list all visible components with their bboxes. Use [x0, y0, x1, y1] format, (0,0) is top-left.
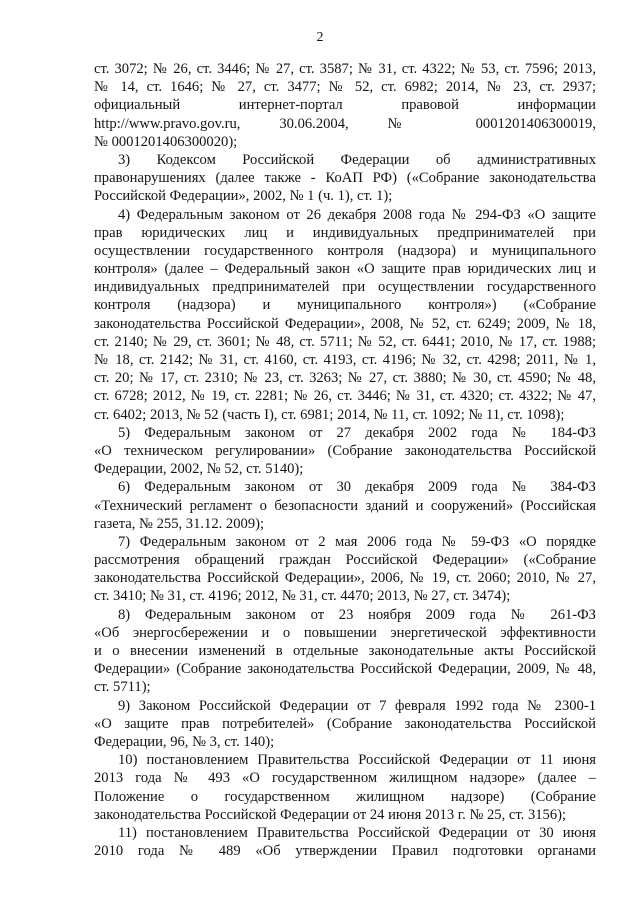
- text-line: правонарушениях (далее также - КоАП РФ) («Собрание законодательства: [94, 170, 596, 187]
- text-line: 4) Федеральным законом от 26 декабря 2008 года № 294-ФЗ «О защите: [118, 206, 596, 223]
- text-line: газета, № 255, 31.12. 2009);: [94, 515, 265, 532]
- text-line: и о внесении изменений в отдельные законодательные акты Российской: [94, 643, 596, 659]
- text-line: ст. 6402; 2013, № 52 (часть I), ст. 6981; 2014, № 11, ст. 1092; № 11, ст. 1098);: [94, 406, 565, 423]
- text-line: контроля (надзора) и муниципального контроля») («Собрание: [94, 297, 596, 314]
- text-line: ст. 3410; № 31, ст. 4196; 2012, № 31, ст. 4470; 2013, № 27, ст. 3474);: [94, 588, 511, 605]
- text-line: «О защите прав потребителей» (Собрание законодательства Российской: [94, 715, 596, 732]
- text-line: 3) Кодексом Российской Федерации об административных: [118, 151, 596, 168]
- text-line: ст. 5711);: [94, 679, 151, 696]
- text-line: законодательства Российской Федерации», 2008, № 52, ст. 6249; 2009, № 18,: [94, 315, 596, 332]
- text-line: 10) постановлением Правительства Российской Федерации от 11 июня: [118, 752, 596, 769]
- text-line: осуществлении государственного контроля (надзора) и муниципального: [94, 242, 596, 259]
- text-line: ст. 3072; № 26, ст. 3446; № 27, ст. 3587; № 31, ст. 4322; № 53, ст. 7596; 2013,: [94, 61, 596, 77]
- text-line: ст. 20; № 17, ст. 2310; № 23, ст. 3263; № 27, ст. 3880; № 30, ст. 4590; № 48,: [94, 370, 596, 387]
- text-line: 5) Федеральным законом от 27 декабря 2002 года № 184-ФЗ: [118, 424, 596, 441]
- text-line: Федерации» (Собрание законодательства Российской Федерации, 2009, № 48,: [94, 661, 596, 678]
- text-line: «Об энергосбережении и о повышении энергетической эффективности: [94, 624, 596, 641]
- text-line: http://www.pravo.gov.ru, 30.06.2004, № 0001201406300019,: [94, 115, 596, 132]
- text-line: Федерации, 96, № 3, ст. 140);: [94, 733, 275, 750]
- text-line: № 14, ст. 1646; № 27, ст. 3477; № 52, ст. 6982; 2014, № 23, ст. 2937;: [94, 79, 596, 96]
- document-body: [94, 60, 596, 860]
- text-line: 7) Федеральным законом от 2 мая 2006 года № 59-ФЗ «О порядке: [118, 533, 596, 550]
- text-line: «Технический регламент о безопасности зданий и сооружений» (Российская: [94, 497, 596, 514]
- text-line: рассмотрения обращений граждан Российской Федерации» («Собрание: [94, 552, 596, 569]
- text-line: 11) постановлением Правительства Российской Федерации от 30 июня: [118, 824, 596, 841]
- text-line: официальный интернет-портал правовой информации: [94, 97, 596, 114]
- text-line: Федерации, 2002, № 52, ст. 5140);: [94, 461, 304, 478]
- text-line: прав юридических лиц и индивидуальных предпринимателей при: [94, 224, 596, 241]
- text-line: ст. 2140; № 29, ст. 3601; № 48, ст. 5711; № 52, ст. 6441; 2010, № 17, ст. 1988;: [94, 333, 596, 350]
- text-line: законодательства Российской Федерации», 2006, № 19, ст. 2060; 2010, № 27,: [94, 570, 596, 587]
- text-line: № 0001201406300020);: [94, 133, 238, 150]
- text-line: контроля» (далее – Федеральный закон «О защите прав юридических лиц и: [94, 261, 596, 278]
- text-line: законодательства Российской Федерации от 24 июня 2013 г. № 25, ст. 3156);: [94, 806, 567, 823]
- text-line: 6) Федеральным законом от 30 декабря 2009 года № 384-ФЗ: [118, 479, 596, 496]
- text-line: 2013 года № 493 «О государственном жилищном надзоре» (далее –: [94, 770, 596, 787]
- text-line: 8) Федеральным законом от 23 ноября 2009 года № 261-ФЗ: [118, 606, 596, 623]
- page-number: 2: [316, 30, 324, 45]
- text-line: ст. 6728; 2012, № 19, ст. 2281; № 26, ст. 3446; № 31, ст. 4320; ст. 4322; № 47,: [94, 388, 596, 405]
- text-line: Российской Федерации», 2002, № 1 (ч. 1), ст. 1);: [94, 188, 393, 205]
- text-line: «О техническом регулировании» (Собрание законодательства Российской: [94, 442, 596, 459]
- text-line: 9) Законом Российской Федерации от 7 февраля 1992 года № 2300-1: [118, 697, 596, 714]
- text-line: № 18, ст. 2142; № 31, ст. 4160, ст. 4193, ст. 4196; № 32, ст. 4298; 2011, № 1,: [94, 352, 596, 368]
- text-line: 2010 года № 489 «Об утверждении Правил подготовки органами: [94, 843, 596, 860]
- text-line: Положение о государственном жилищном надзоре) (Собрание: [94, 788, 596, 805]
- text-line: индивидуальных предпринимателей при осуществлении государственного: [94, 279, 596, 296]
